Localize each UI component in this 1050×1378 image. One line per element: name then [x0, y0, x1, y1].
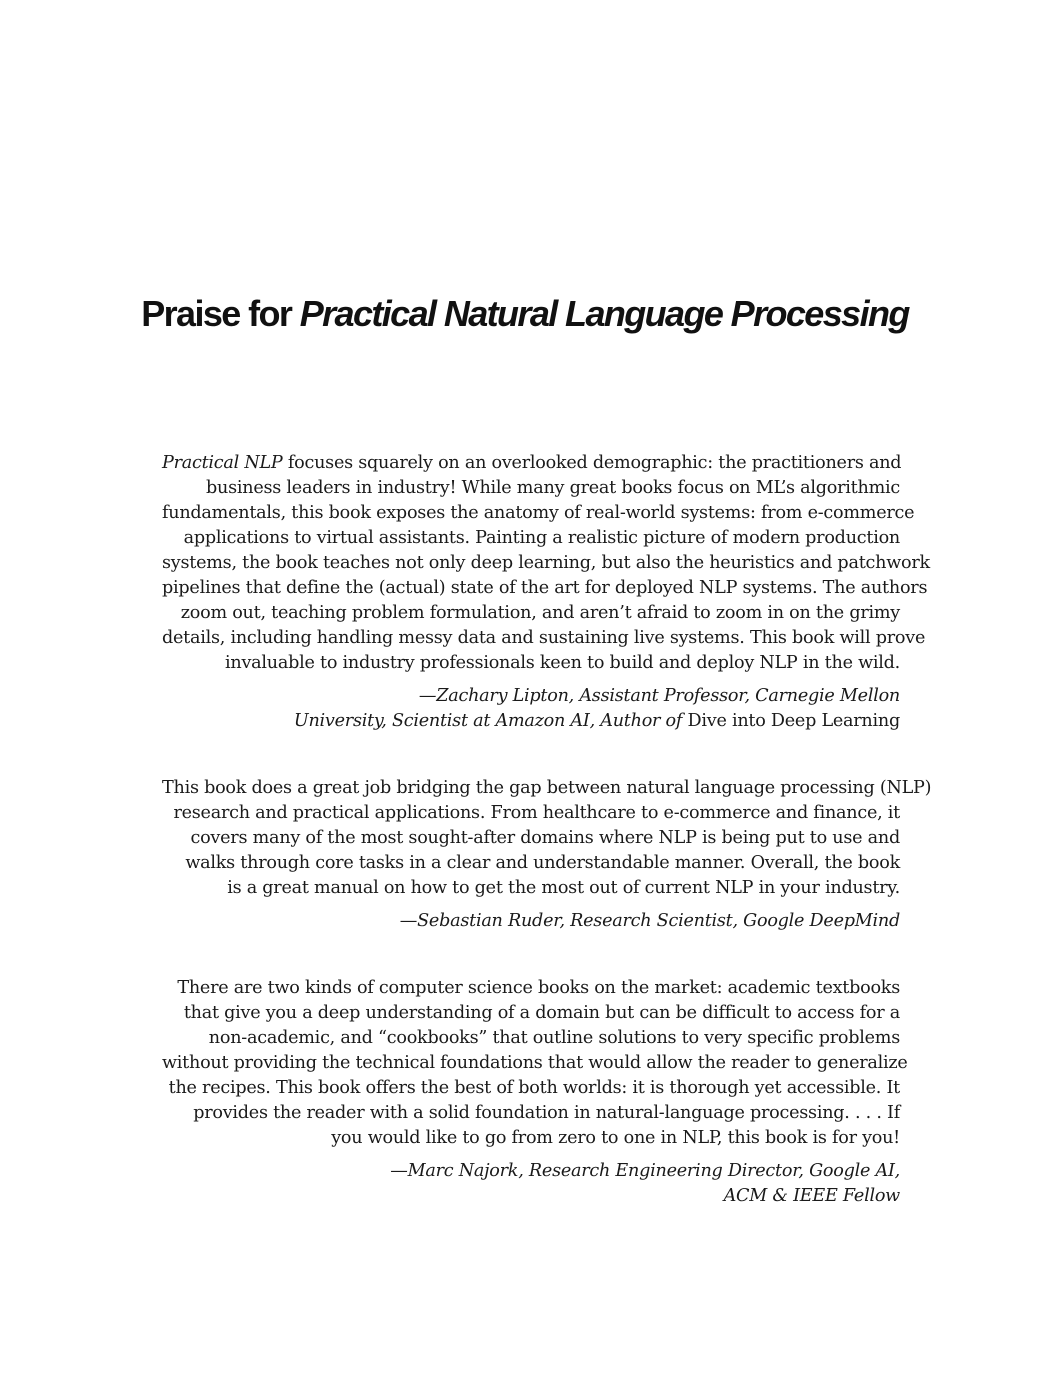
quote-line: fundamentals, this book exposes the anatomy of real-world systems: from e-commerce — [162, 503, 915, 523]
quote-line: There are two kinds of computer science books on the market: academic textbooks — [177, 978, 900, 998]
page-title-book-name: Practical Natural Language Processing — [299, 293, 909, 334]
quote-line: non-academic, and “cookbooks” that outline solutions to very specific problems — [208, 1028, 900, 1048]
quote-line: research and practical applications. From healthcare to e-commerce and finance, it — [173, 803, 900, 823]
quote-line: applications to virtual assistants. Painting a realistic picture of modern production — [183, 528, 900, 548]
praise-quote-lipton — [162, 451, 930, 734]
quote-attribution — [162, 909, 900, 934]
quote-line: pipelines that define the (actual) state of the art for deployed NLP systems. The authors — [162, 578, 928, 598]
praise-quote-ruder — [162, 776, 932, 934]
quote-attribution — [162, 684, 900, 734]
quote-line: This book does a great job bridging the gap between natural language processing (NLP) — [162, 778, 932, 798]
quote-line: the recipes. This book offers the best of both worlds: it is thorough yet accessible. It — [168, 1078, 900, 1098]
attribution-line: —Sebastian Ruder, Research Scientist, Google DeepMind — [399, 911, 900, 931]
quote-line: you would like to go from zero to one in NLP, this book is for you! — [331, 1128, 900, 1148]
quote-line: walks through core tasks in a clear and understandable manner. Overall, the book — [185, 853, 900, 873]
quote-line-text: focuses squarely on an overlooked demographic: the practitioners and — [282, 453, 902, 473]
quote-line: business leaders in industry! While many great books focus on ML’s algorithmic — [206, 478, 900, 498]
attribution-line: ACM & IEEE Fellow — [723, 1186, 900, 1206]
quote-line: without providing the technical foundations that would allow the reader to generalize — [162, 1053, 908, 1073]
quote-line: that give you a deep understanding of a domain but can be difficult to access for a — [183, 1003, 900, 1023]
quote-line: invaluable to industry professionals keen to build and deploy NLP in the wild. — [225, 653, 900, 673]
quote-line — [162, 451, 900, 476]
quote-line: provides the reader with a solid foundation in natural-language processing. . . . If — [193, 1103, 900, 1123]
attribution-book-title: Dive into Deep Learning — [687, 711, 900, 731]
quote-line: covers many of the most sought-after domains where NLP is being put to use and — [190, 828, 900, 848]
quote-line: is a great manual on how to get the most out of current NLP in your industry. — [227, 878, 900, 898]
attribution-line: —Zachary Lipton, Assistant Professor, Carnegie Mellon — [418, 686, 900, 706]
quote-line: systems, the book teaches not only deep learning, but also the heuristics and patchwork — [162, 553, 930, 573]
attribution-line-text: University, Scientist at Amazon AI, Author of — [293, 711, 688, 731]
page-title — [0, 292, 1050, 335]
quote-attribution — [162, 1159, 900, 1209]
book-short-title: Practical NLP — [162, 453, 283, 473]
quote-line: details, including handling messy data and sustaining live systems. This book will prove — [162, 628, 926, 648]
attribution-line: —Marc Najork, Research Engineering Director, Google AI, — [390, 1161, 900, 1181]
page-title-prefix: Praise for — [141, 293, 300, 334]
attribution-line — [162, 709, 900, 734]
quote-line: zoom out, teaching problem formulation, and aren’t afraid to zoom in on the grimy — [180, 603, 900, 623]
praise-quote-najork — [162, 976, 908, 1209]
